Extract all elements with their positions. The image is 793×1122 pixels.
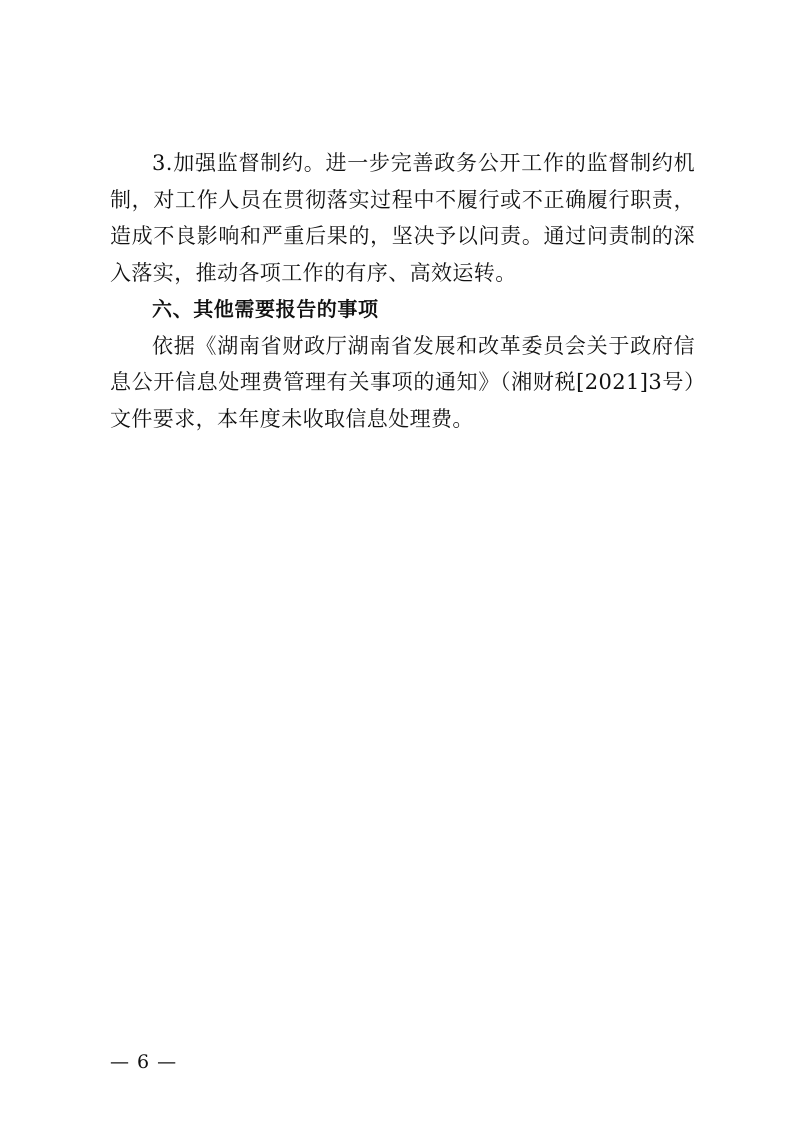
section-heading-other-matters: 六、其他需要报告的事项 xyxy=(152,297,379,321)
paragraph-supervision: 3.加强监督制约。进一步完善政务公开工作的监督制约机制，对工作人员在贯彻落实过程中不履行或不正确履行职责，造成不良影响和严重后果的，坚决予以问责。通过问责制的深入落实，推动各项工作的有序、高效运转。 xyxy=(110,151,695,285)
document-body xyxy=(110,145,695,437)
page-number: — 6 — xyxy=(110,1051,178,1073)
paragraph-processing-fee: 依据《湖南省财政厅湖南省发展和改革委员会关于政府信息公开信息处理费管理有关事项的通知》（湘财税[2021]3号）文件要求，本年度未收取信息处理费。 xyxy=(110,333,695,431)
